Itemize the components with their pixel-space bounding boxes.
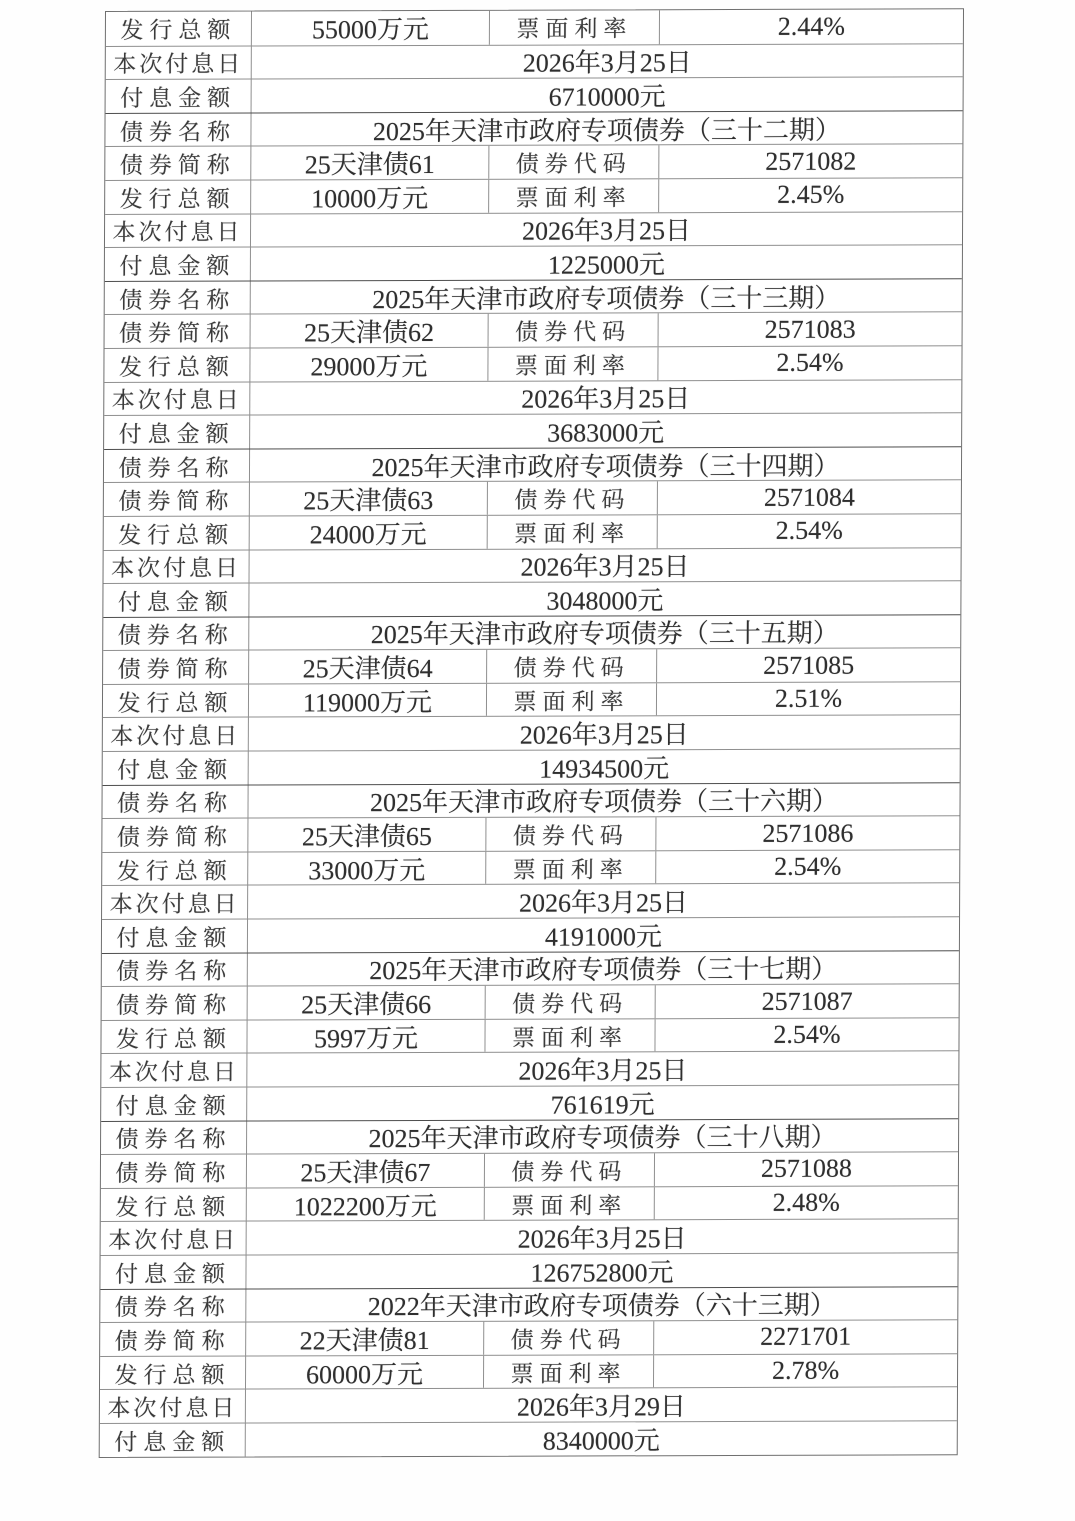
bond-shortname-value: 22天津债81 — [245, 1322, 483, 1355]
bond-name-label: 债券名称 — [119, 119, 237, 145]
bond-block — [103, 614, 961, 785]
issue-amount-label: 发行总额 — [115, 1194, 232, 1220]
payment-amount-value: 3683000元 — [249, 413, 961, 448]
bond-code-label: 债券代码 — [488, 146, 658, 179]
bond-block — [102, 782, 960, 953]
payment-amount-label: 付息金额 — [120, 85, 237, 111]
bond-shortname-label: 债券简称 — [118, 488, 235, 515]
issue-amount-value: 29000万元 — [249, 348, 487, 381]
bond-block — [100, 1118, 958, 1289]
bond-shortname-label: 债券简称 — [115, 1160, 232, 1186]
shortname-code-row — [103, 648, 960, 684]
shortname-code-row — [104, 480, 961, 516]
bond-code-label: 债券代码 — [484, 1153, 654, 1186]
coupon-rate-label: 票面利率 — [485, 851, 655, 884]
payment-date-row — [103, 715, 960, 751]
payment-amount-value: 8340000元 — [245, 1421, 957, 1456]
bond-block — [104, 278, 962, 449]
issue-coupon-row — [101, 1185, 958, 1221]
payment-amount-row — [103, 580, 960, 616]
bond-shortname-label: 债券简称 — [119, 152, 236, 179]
bond-code-label: 债券代码 — [483, 1321, 653, 1354]
payment-date-label: 本次付息日 — [108, 1227, 239, 1254]
bond-code-value: 2271701 — [653, 1320, 957, 1354]
payment-date-value: 2026年3月25日 — [246, 1220, 958, 1255]
bond-block — [100, 1286, 958, 1457]
bond-shortname-label: 债券简称 — [116, 992, 233, 1018]
bond-name-value: 2025年天津市政府专项债券（三十七期） — [247, 951, 959, 986]
shortname-code-row — [100, 1319, 957, 1355]
issue-amount-value: 5997万元 — [246, 1020, 484, 1053]
payment-amount-row — [104, 412, 961, 448]
bond-name-value: 2025年天津市政府专项债券（三十八期） — [246, 1119, 958, 1154]
bond-code-label: 债券代码 — [485, 818, 655, 851]
payment-amount-value: 14934500元 — [248, 749, 960, 784]
bond-shortname-value: 25天津债65 — [247, 818, 485, 851]
bond-name-row — [102, 950, 959, 986]
payment-date-row — [102, 883, 959, 919]
payment-date-label: 本次付息日 — [113, 51, 244, 78]
issue-amount-value: 60000万元 — [245, 1356, 483, 1389]
payment-date-label: 本次付息日 — [111, 387, 242, 414]
coupon-rate-value: 2.78% — [653, 1354, 957, 1388]
bond-name-row — [104, 446, 961, 482]
coupon-rate-value: 2.45% — [658, 178, 962, 212]
bond-code-value: 2571085 — [656, 649, 960, 683]
bond-name-row — [101, 1118, 958, 1154]
payment-amount-row — [100, 1252, 957, 1288]
issue-amount-value: 1022200万元 — [246, 1188, 484, 1221]
bond-name-label: 债券名称 — [119, 287, 236, 313]
payment-date-label: 本次付息日 — [108, 1059, 239, 1086]
bond-name-value: 2025年天津市政府专项债券（三十五期） — [248, 615, 960, 650]
issue-amount-label: 发行总额 — [119, 186, 236, 212]
issue-amount-label: 发行总额 — [118, 522, 235, 548]
bond-name-value: 2025年天津市政府专项债券（三十四期） — [249, 447, 961, 482]
issue-amount-label: 发行总额 — [114, 1362, 231, 1388]
bond-shortname-label: 债券简称 — [117, 656, 234, 683]
payment-date-label: 本次付息日 — [107, 1395, 238, 1422]
payment-date-label: 本次付息日 — [111, 555, 242, 582]
payment-date-value: 2026年3月25日 — [251, 44, 963, 79]
payment-amount-value: 4191000元 — [247, 917, 959, 952]
bond-shortname-value: 25天津债66 — [247, 986, 485, 1019]
coupon-rate-value: 2.51% — [656, 682, 960, 716]
issue-amount-value: 119000万元 — [248, 684, 486, 717]
payment-date-row — [105, 211, 962, 247]
payment-amount-row — [106, 76, 963, 112]
bond-name-value: 2025年天津市政府专项债券（三十二期） — [250, 111, 962, 146]
issue-amount-value: 10000万元 — [250, 180, 488, 213]
bond-name-value: 2025年天津市政府专项债券（三十三期） — [250, 279, 962, 314]
coupon-rate-label: 票面利率 — [487, 347, 657, 380]
payment-date-label: 本次付息日 — [110, 723, 241, 750]
payment-amount-value: 6710000元 — [251, 77, 963, 112]
coupon-rate-value: 2.54% — [655, 850, 959, 884]
issue-coupon-row — [100, 1353, 957, 1389]
issue-coupon-row — [101, 1017, 958, 1053]
bond-shortname-label: 债券简称 — [114, 1328, 231, 1354]
payment-amount-row — [103, 748, 960, 784]
bond-block — [101, 950, 959, 1121]
payment-amount-value: 761619元 — [246, 1085, 958, 1120]
payment-amount-label: 付息金额 — [117, 757, 234, 783]
bond-code-value: 2571086 — [655, 817, 959, 851]
bond-name-label: 债券名称 — [118, 455, 235, 481]
coupon-rate-label: 票面利率 — [486, 683, 656, 716]
issue-amount-label: 发行总额 — [117, 690, 234, 716]
bond-shortname-label: 债券简称 — [119, 320, 236, 347]
issue-coupon-row — [106, 9, 963, 45]
issue-coupon-row — [102, 849, 959, 885]
bond-shortname-value: 25天津债62 — [250, 314, 488, 347]
bond-code-value: 2571083 — [658, 313, 962, 347]
payment-amount-label: 付息金额 — [117, 589, 234, 615]
bond-name-row — [105, 278, 962, 314]
bond-shortname-value: 25天津债63 — [249, 482, 487, 515]
payment-amount-value: 3048000元 — [248, 581, 960, 616]
payment-date-row — [104, 379, 961, 415]
coupon-rate-value: 2.54% — [657, 346, 961, 380]
issue-amount-label: 发行总额 — [120, 17, 237, 44]
issue-amount-value: 33000万元 — [247, 852, 485, 885]
payment-date-row — [101, 1051, 958, 1087]
bond-name-label: 债券名称 — [115, 1126, 232, 1153]
coupon-rate-value: 2.44% — [659, 9, 963, 44]
issue-amount-label: 发行总额 — [118, 354, 236, 380]
issue-coupon-row — [103, 681, 960, 717]
bond-interest-payment-table — [99, 8, 964, 1457]
payment-amount-label: 付息金额 — [116, 925, 233, 951]
bond-name-label: 债券名称 — [116, 959, 233, 985]
bond-name-row — [103, 614, 960, 650]
shortname-code-row — [102, 816, 959, 852]
bond-name-label: 债券名称 — [114, 1294, 231, 1321]
bond-shortname-value: 25天津债61 — [250, 146, 488, 179]
coupon-rate-label: 票面利率 — [489, 10, 659, 44]
shortname-code-row — [105, 312, 962, 348]
issue-amount-label: 发行总额 — [115, 1026, 233, 1052]
payment-date-value: 2026年3月25日 — [249, 548, 961, 583]
issue-amount-value: 55000万元 — [251, 11, 489, 45]
payment-date-value: 2026年3月25日 — [248, 716, 960, 751]
coupon-rate-label: 票面利率 — [484, 1187, 654, 1220]
bond-blocks-container — [100, 110, 963, 1456]
payment-amount-row — [101, 1084, 958, 1120]
payment-amount-label: 付息金额 — [115, 1093, 232, 1119]
bond-shortname-label: 债券简称 — [116, 824, 233, 850]
payment-date-label: 本次付息日 — [109, 891, 240, 918]
bond-name-value: 2022年天津市政府专项债券（六十三期） — [245, 1287, 957, 1322]
payment-amount-row — [102, 916, 959, 952]
bond-code-value: 2571088 — [654, 1152, 958, 1186]
coupon-rate-label: 票面利率 — [487, 515, 657, 548]
issue-coupon-row — [105, 177, 962, 213]
issue-coupon-row — [104, 513, 961, 549]
coupon-rate-value: 2.54% — [654, 1018, 958, 1052]
coupon-rate-value: 2.48% — [654, 1186, 958, 1220]
payment-amount-label: 付息金额 — [114, 1261, 232, 1287]
bond-code-label: 债券代码 — [487, 482, 657, 515]
payment-date-value: 2026年3月29日 — [245, 1388, 957, 1423]
bond-block — [103, 446, 961, 617]
bond-code-value: 2571082 — [658, 145, 962, 179]
bond-code-value: 2571084 — [657, 481, 961, 515]
coupon-rate-label: 票面利率 — [484, 1019, 654, 1052]
payment-date-row — [106, 43, 963, 79]
payment-date-value: 2026年3月25日 — [247, 884, 959, 919]
payment-date-value: 2026年3月25日 — [249, 380, 961, 415]
payment-date-value: 2026年3月25日 — [250, 212, 962, 247]
shortname-code-row — [101, 1151, 958, 1187]
shortname-code-row — [105, 144, 962, 180]
bond-shortname-value: 25天津债67 — [246, 1154, 484, 1187]
payment-amount-row — [100, 1420, 957, 1456]
payment-amount-label: 付息金额 — [119, 253, 236, 279]
coupon-rate-label: 票面利率 — [488, 179, 658, 212]
bond-shortname-value: 25天津债64 — [248, 650, 486, 683]
shortname-code-row — [102, 984, 959, 1020]
bond-name-label: 债券名称 — [117, 623, 234, 649]
bond-block — [105, 110, 963, 281]
payment-date-row — [104, 547, 961, 583]
bond-name-row — [105, 110, 962, 146]
payment-amount-value: 1225000元 — [250, 245, 962, 280]
bond-code-label: 债券代码 — [485, 985, 655, 1018]
bond-block-carryover — [106, 9, 963, 112]
payment-amount-row — [105, 244, 962, 280]
payment-date-row — [100, 1387, 957, 1423]
bond-name-row — [102, 782, 959, 818]
coupon-rate-value: 2.54% — [657, 514, 961, 548]
bond-name-label: 债券名称 — [116, 791, 234, 817]
payment-amount-label: 付息金额 — [114, 1429, 231, 1455]
bond-code-label: 债券代码 — [486, 650, 656, 683]
payment-date-row — [101, 1219, 958, 1255]
issue-amount-value: 24000万元 — [249, 516, 487, 549]
bond-code-value: 2571087 — [655, 985, 959, 1019]
payment-amount-value: 126752800元 — [245, 1253, 957, 1288]
payment-date-value: 2026年3月25日 — [246, 1052, 958, 1087]
issue-coupon-row — [104, 345, 961, 381]
coupon-rate-label: 票面利率 — [483, 1355, 653, 1388]
issue-amount-label: 发行总额 — [116, 858, 233, 884]
payment-amount-label: 付息金额 — [118, 421, 235, 447]
bond-code-label: 债券代码 — [488, 314, 658, 347]
payment-date-label: 本次付息日 — [112, 219, 243, 246]
bond-name-row — [100, 1286, 957, 1322]
bond-name-value: 2025年天津市政府专项债券（三十六期） — [247, 783, 959, 818]
